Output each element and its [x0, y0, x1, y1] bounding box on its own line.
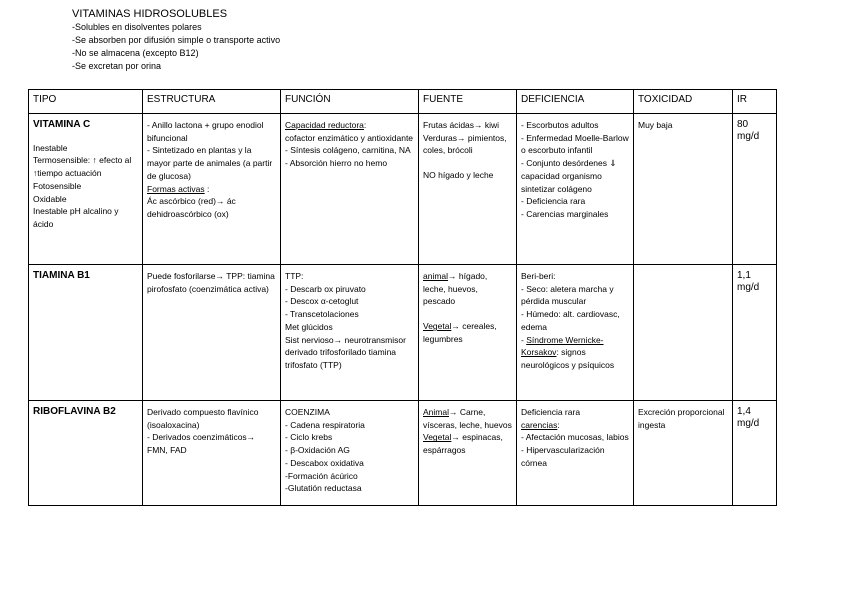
cell-line	[423, 431, 512, 456]
cell-ir: 1,1 mg/d	[733, 265, 777, 401]
cell-line: Deficiencia rara	[521, 407, 581, 417]
label-prefix: -	[521, 334, 527, 345]
cell-line: - Ciclo krebs	[285, 432, 333, 443]
cell-line	[147, 183, 276, 196]
cell-line: Beri-beri:	[521, 271, 556, 281]
cell-line: - Descabox oxidativa	[285, 457, 364, 468]
cell-tipo	[29, 114, 143, 265]
cell-line: - Conjunto desórdenes ⇓ capacidad organismo sintetizar colágeno	[521, 158, 617, 194]
cell-line: Termosensible: ↑ efecto al ↑tiempo actuación	[33, 155, 132, 179]
intro-line: -Se absorben por difusión simple o transporte activo	[72, 35, 281, 45]
cell-line: - Seco: aletera marcha y pérdida muscular	[521, 283, 614, 307]
cell-fuente	[419, 401, 517, 506]
label-suffix: :	[204, 183, 210, 194]
cell-line: - Derivados coenzimáticos→ FMN, FAD	[147, 432, 256, 456]
cell-estructura	[143, 114, 281, 265]
label-text: → Carne, vísceras, leche, huevos	[423, 407, 512, 430]
vitamin-name: RIBOFLAVINA B2	[33, 406, 116, 417]
cell-line: TTP:	[285, 271, 304, 281]
cell-line: - Descox α-cetoglut	[285, 296, 359, 307]
underlined-label: Formas activas	[147, 183, 205, 194]
cell-line	[521, 334, 629, 372]
label-text: → espinacas, espárragos	[423, 432, 503, 456]
cell-funcion	[281, 265, 419, 401]
vitamin-name: TIAMINA B1	[33, 270, 90, 281]
cell-tipo	[29, 401, 143, 506]
label-suffix: :	[363, 120, 367, 130]
label-text: : signos neurológicos y psíquicos	[521, 347, 615, 370]
cell-estructura	[143, 401, 281, 506]
cell-line	[423, 406, 512, 431]
column-header-fuente: FUENTE	[419, 90, 517, 114]
underlined-label: Vegetal	[423, 321, 452, 332]
cell-line: Inestable pH alcalino y ácido	[33, 206, 119, 229]
cell-line: Inestable	[33, 142, 68, 153]
cell-line	[285, 119, 414, 132]
table-row	[29, 114, 777, 265]
cell-line: - Enfermedad Moelle-Barlow o escorbuto infantil	[521, 132, 629, 156]
cell-fuente	[419, 265, 517, 401]
cell-line: Ác ascórbico (red)→ ác dehidroascórbico (ox)	[147, 196, 236, 219]
cell-line: - Absorción hierro no hemo	[285, 158, 388, 169]
table-row	[29, 265, 777, 401]
cell-line: - Carencias marginales	[521, 208, 609, 219]
label-text: → cereales, legumbres	[423, 321, 497, 344]
cell-line: Derivado compuesto flavínico (isoaloxacina)	[147, 407, 259, 430]
cell-line: - Afectación mucosas, labios	[521, 432, 629, 443]
table-header-row	[29, 90, 777, 114]
vitamin-name: VITAMINA C	[33, 119, 91, 130]
cell-line: - Síntesis colágeno, carnitina, NA	[285, 145, 411, 156]
column-header-ir: IR	[733, 90, 777, 114]
underlined-label: Síndrome Wernicke-Korsakov	[521, 334, 604, 358]
intro-line: -No se almacena (excepto B12)	[72, 48, 199, 58]
intro-line: -Solubles en disolventes polares	[72, 22, 202, 32]
label-suffix: :	[557, 419, 560, 430]
cell-line: Met glúcidos	[285, 321, 333, 332]
cell-line	[423, 270, 512, 308]
cell-line	[521, 419, 629, 432]
cell-ir: 80 mg/d	[733, 114, 777, 265]
column-header-toxicidad: TOXICIDAD	[634, 90, 733, 114]
column-header-estructura: ESTRUCTURA	[143, 90, 281, 114]
column-header-tipo: TIPO	[29, 90, 143, 114]
cell-line: cofactor enzimático y antioxidante	[285, 132, 414, 143]
cell-fuente	[419, 114, 517, 265]
cell-toxicidad	[634, 265, 733, 401]
cell-deficiencia	[517, 114, 634, 265]
cell-line: -Formación ácúrico	[285, 470, 358, 481]
intro-line: -Se excretan por orina	[72, 61, 162, 71]
cell-tipo	[29, 265, 143, 401]
cell-line: - Cadena respiratoria	[285, 419, 365, 430]
cell-line: - Húmedo: alt. cardiovasc, edema	[521, 309, 620, 332]
cell-line: Oxidable	[33, 193, 67, 204]
cell-line: - Deficiencia rara	[521, 196, 586, 207]
document-title: VITAMINAS HIDROSOLUBLES	[72, 8, 228, 20]
cell-line: Sist nervioso→ neurotransmisor derivado trifosforilado tiamina trifosfato (TTP)	[285, 334, 406, 370]
cell-toxicidad: Muy baja	[634, 114, 733, 265]
underlined-label: Capacidad reductora	[285, 120, 364, 130]
vitamins-table	[28, 89, 777, 506]
underlined-label: Vegetal	[423, 432, 452, 443]
cell-line: Fotosensible	[33, 180, 82, 191]
cell-deficiencia	[517, 265, 634, 401]
cell-funcion	[281, 114, 419, 265]
label-text: → hígado, leche, huevos, pescado	[423, 271, 488, 307]
underlined-label: carencias	[521, 419, 558, 430]
cell-line: COENZIMA	[285, 407, 330, 417]
cell-funcion	[281, 401, 419, 506]
cell-line: - Anillo lactona + grupo enodiol bifuncional	[147, 120, 264, 143]
cell-ir: 1,4 mg/d	[733, 401, 777, 506]
column-header-deficiencia: DEFICIENCIA	[517, 90, 634, 114]
cell-line: Verduras→ pimientos, coles, brócoli	[423, 132, 507, 156]
cell-line: - Descarb ox piruvato	[285, 283, 366, 294]
cell-deficiencia	[517, 401, 634, 506]
cell-line: - Transcetolaciones	[285, 309, 359, 320]
cell-estructura: Puede fosforilarse→ TPP: tiamina pirofosfato (coenzimática activa)	[143, 265, 281, 401]
cell-line	[423, 320, 512, 345]
column-header-funcion: FUNCIÓN	[281, 90, 419, 114]
cell-toxicidad: Excreción proporcional ingesta	[634, 401, 733, 506]
cell-line: - Escorbutos adultos	[521, 120, 599, 130]
cell-line: - β-Oxidación AG	[285, 445, 350, 456]
cell-line: Frutas ácidas→ kiwi	[423, 120, 500, 130]
table-row	[29, 401, 777, 506]
cell-line: NO hígado y leche	[423, 170, 494, 181]
cell-line: - Sintetizado en plantas y la mayor parte de animales (a partir de glucosa)	[147, 145, 273, 181]
cell-line: - Hipervascularización córnea	[521, 445, 605, 468]
cell-line: -Glutatión reductasa	[285, 483, 362, 494]
intro-block	[72, 7, 280, 73]
underlined-label: animal	[423, 271, 449, 281]
underlined-label: Animal	[423, 407, 449, 417]
